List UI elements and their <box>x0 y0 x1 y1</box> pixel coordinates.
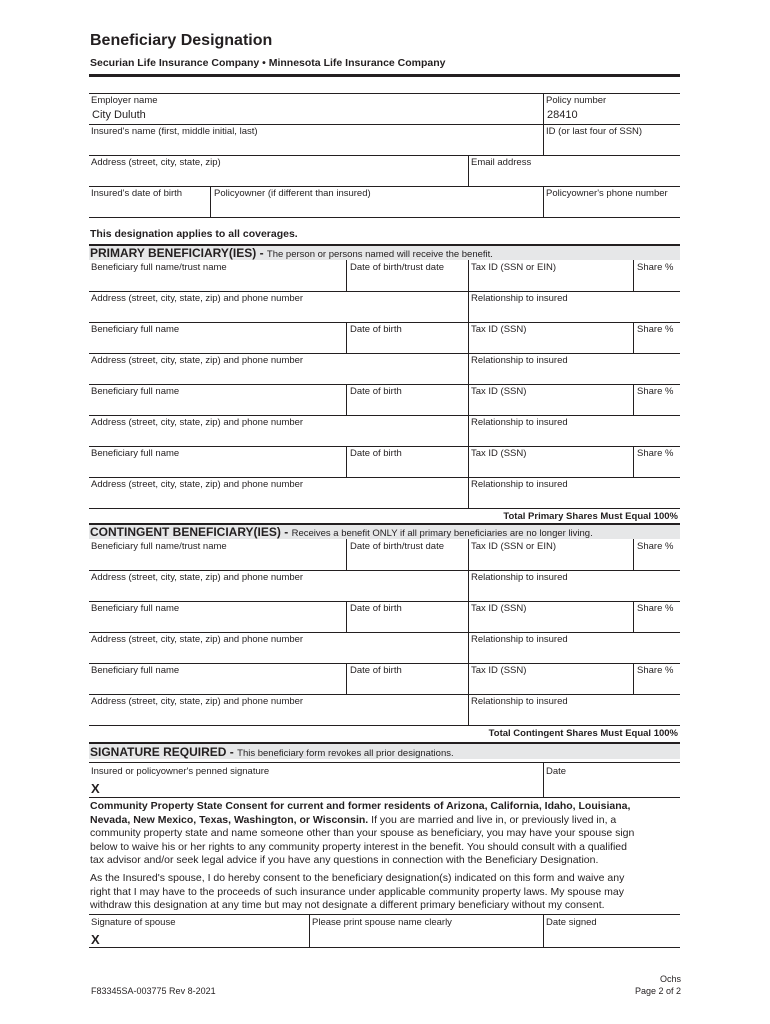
beneficiary-name-label[interactable]: Beneficiary full name/trust name <box>91 541 227 552</box>
divider <box>89 291 680 292</box>
divider <box>346 539 347 570</box>
divider <box>633 601 634 632</box>
employer-field[interactable]: City Duluth <box>92 109 146 121</box>
beneficiary-relationship-label[interactable]: Relationship to insured <box>471 479 568 490</box>
beneficiary-share-label[interactable]: Share % <box>637 541 674 552</box>
beneficiary-name-label[interactable]: Beneficiary full name <box>91 665 180 676</box>
beneficiary-dob-label[interactable]: Date of birth <box>350 448 402 459</box>
divider <box>89 725 680 726</box>
beneficiary-share-label[interactable]: Share % <box>637 386 674 397</box>
beneficiary-name-label[interactable]: Beneficiary full name <box>91 386 180 397</box>
divider <box>89 694 680 695</box>
divider <box>89 742 680 744</box>
divider <box>543 914 544 947</box>
divider <box>89 322 680 323</box>
policyowner-label[interactable]: Policyowner (if different than insured) <box>214 188 371 199</box>
beneficiary-tax-id-label[interactable]: Tax ID (SSN) <box>471 603 527 614</box>
form-number: F83345SA-003775 Rev 8-2021 <box>91 986 216 996</box>
beneficiary-relationship-label[interactable]: Relationship to insured <box>471 634 568 645</box>
page-number: Page 2 of 2 <box>634 986 681 996</box>
beneficiary-name-label[interactable]: Beneficiary full name/trust name <box>91 262 227 273</box>
divider <box>633 663 634 694</box>
divider <box>309 914 310 947</box>
divider <box>89 446 680 447</box>
id-label[interactable]: ID (or last four of SSN) <box>546 126 643 137</box>
community-property-paragraph: Community Property State Consent for current and former residents of Arizona, California, Idaho, Louisiana, Nevada, New Mexico, Texas, Washington, or Wisconsin. If you are married and live in, or previously lived in, a community property state and name someone other than your spouse as beneficiary, you may have your spouse sign below to waive his or her rights to any community property interest in the benefit. You should consult with a qualified tax advisor and/or seek legal advice if you have any questions in connection with the Beneficiary Designation. <box>90 800 635 866</box>
beneficiary-dob-label[interactable]: Date of birth <box>350 665 402 676</box>
beneficiary-address-label[interactable]: Address (street, city, state, zip) and phone number <box>91 634 304 645</box>
applies-note: This designation applies to all coverages. <box>90 228 298 240</box>
divider <box>89 570 680 571</box>
signature-date-label[interactable]: Date <box>546 766 567 777</box>
divider <box>89 384 680 385</box>
divider <box>633 539 634 570</box>
spouse-date-signed-label[interactable]: Date signed <box>546 917 597 928</box>
divider <box>633 446 634 477</box>
header-rule <box>89 74 680 77</box>
beneficiary-tax-id-label[interactable]: Tax ID (SSN) <box>471 665 527 676</box>
beneficiary-address-label[interactable]: Address (street, city, state, zip) and phone number <box>91 293 304 304</box>
divider <box>89 124 680 125</box>
divider <box>633 322 634 353</box>
employer-label: Employer name <box>91 95 158 106</box>
beneficiary-share-label[interactable]: Share % <box>637 665 674 676</box>
beneficiary-name-label[interactable]: Beneficiary full name <box>91 324 180 335</box>
divider <box>89 797 680 798</box>
beneficiary-name-label[interactable]: Beneficiary full name <box>91 603 180 614</box>
divider <box>89 508 680 509</box>
divider <box>89 914 680 915</box>
divider <box>89 477 680 478</box>
beneficiary-address-label[interactable]: Address (street, city, state, zip) and phone number <box>91 417 304 428</box>
divider <box>633 384 634 415</box>
divider <box>346 384 347 415</box>
form-subtitle: Securian Life Insurance Company • Minnesota Life Insurance Company <box>90 57 446 69</box>
divider <box>89 186 680 187</box>
policy-number-field[interactable]: 28410 <box>547 109 578 121</box>
insured-name-label[interactable]: Insured's name (first, middle initial, last) <box>91 126 258 137</box>
beneficiary-address-label[interactable]: Address (street, city, state, zip) and phone number <box>91 696 304 707</box>
divider <box>89 353 680 354</box>
policyowner-phone-label[interactable]: Policyowner's phone number <box>546 188 668 199</box>
divider <box>543 186 544 217</box>
divider <box>543 762 544 797</box>
policy-number-label: Policy number <box>546 95 607 106</box>
contingent-total-note: Total Contingent Shares Must Equal 100% <box>488 728 678 739</box>
beneficiary-relationship-label[interactable]: Relationship to insured <box>471 355 568 366</box>
beneficiary-share-label[interactable]: Share % <box>637 262 674 273</box>
beneficiary-dob-label[interactable]: Date of birth/trust date <box>350 541 444 552</box>
divider <box>89 217 680 218</box>
divider <box>89 523 680 525</box>
signature-heading: SIGNATURE REQUIRED - This beneficiary form revokes all prior designations. <box>90 745 454 759</box>
divider <box>468 155 469 186</box>
beneficiary-tax-id-label[interactable]: Tax ID (SSN) <box>471 386 527 397</box>
divider <box>89 663 680 664</box>
beneficiary-dob-label[interactable]: Date of birth <box>350 386 402 397</box>
primary-heading: PRIMARY BENEFICIARY(IES) - The person or persons named will receive the benefit. <box>90 246 493 260</box>
divider <box>89 947 680 948</box>
contingent-note: Receives a benefit ONLY if all primary beneficiaries are no longer living. <box>291 528 593 539</box>
contingent-heading: CONTINGENT BENEFICIARY(IES) - Receives a benefit ONLY if all primary beneficiaries are no longer living. <box>90 525 593 539</box>
beneficiary-relationship-label[interactable]: Relationship to insured <box>471 696 568 707</box>
beneficiary-dob-label[interactable]: Date of birth <box>350 324 402 335</box>
signature-x-mark: X <box>91 781 100 796</box>
beneficiary-tax-id-label[interactable]: Tax ID (SSN) <box>471 448 527 459</box>
divider <box>89 244 680 246</box>
spouse-print-name-label[interactable]: Please print spouse name clearly <box>312 917 452 928</box>
divider <box>210 186 211 217</box>
beneficiary-dob-label[interactable]: Date of birth <box>350 603 402 614</box>
divider <box>346 322 347 353</box>
beneficiary-share-label[interactable]: Share % <box>637 448 674 459</box>
insured-dob-label[interactable]: Insured's date of birth <box>91 188 183 199</box>
divider <box>346 663 347 694</box>
spouse-x-mark: X <box>91 932 100 947</box>
beneficiary-tax-id-label[interactable]: Tax ID (SSN) <box>471 324 527 335</box>
address-label[interactable]: Address (street, city, state, zip) <box>91 157 221 168</box>
footer-ochs: Ochs <box>659 974 681 984</box>
beneficiary-dob-label[interactable]: Date of birth/trust date <box>350 262 444 273</box>
form-title: Beneficiary Designation <box>90 32 273 49</box>
divider <box>89 632 680 633</box>
divider <box>346 601 347 632</box>
divider <box>89 93 680 94</box>
divider <box>633 260 634 291</box>
signature-label[interactable]: Insured or policyowner's penned signature <box>91 766 270 777</box>
divider <box>346 260 347 291</box>
beneficiary-address-label[interactable]: Address (street, city, state, zip) and phone number <box>91 479 304 490</box>
primary-note: The person or persons named will receive the benefit. <box>266 249 493 260</box>
beneficiary-address-label[interactable]: Address (street, city, state, zip) and phone number <box>91 572 304 583</box>
beneficiary-tax-id-label[interactable]: Tax ID (SSN or EIN) <box>471 541 556 552</box>
beneficiary-relationship-label[interactable]: Relationship to insured <box>471 293 568 304</box>
divider <box>89 415 680 416</box>
email-label[interactable]: Email address <box>471 157 532 168</box>
divider <box>346 446 347 477</box>
beneficiary-name-label[interactable]: Beneficiary full name <box>91 448 180 459</box>
beneficiary-address-label[interactable]: Address (street, city, state, zip) and phone number <box>91 355 304 366</box>
primary-total-note: Total Primary Shares Must Equal 100% <box>503 511 678 522</box>
spouse-consent-paragraph: As the Insured's spouse, I do hereby consent to the beneficiary designation(s) indicated on this form and waive any right that I may have to the proceeds of such insurance under applicable community property laws. My spouse may withdraw this designation at any time but may not designate a different primary beneficiary without my consent. <box>90 872 625 911</box>
beneficiary-relationship-label[interactable]: Relationship to insured <box>471 417 568 428</box>
beneficiary-tax-id-label[interactable]: Tax ID (SSN or EIN) <box>471 262 556 273</box>
beneficiary-relationship-label[interactable]: Relationship to insured <box>471 572 568 583</box>
divider <box>89 155 680 156</box>
beneficiary-share-label[interactable]: Share % <box>637 324 674 335</box>
beneficiary-share-label[interactable]: Share % <box>637 603 674 614</box>
divider <box>89 762 680 763</box>
spouse-signature-label[interactable]: Signature of spouse <box>91 917 176 928</box>
signature-note: This beneficiary form revokes all prior designations. <box>237 748 454 759</box>
divider <box>89 601 680 602</box>
